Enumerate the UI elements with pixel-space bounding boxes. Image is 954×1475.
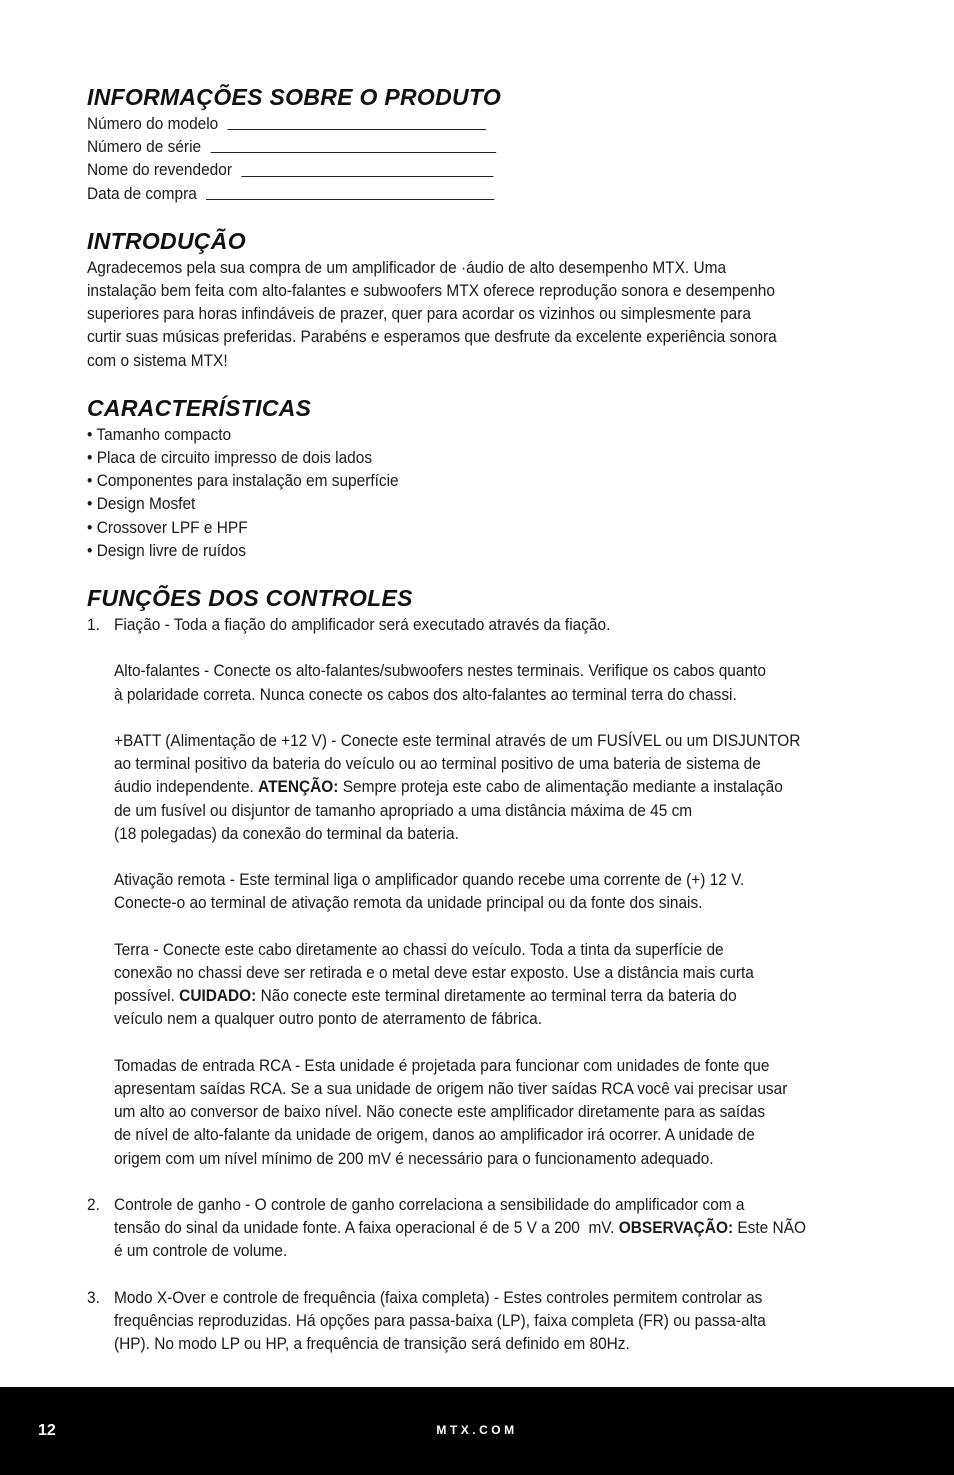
item-number: 1. — [87, 614, 100, 634]
text-line: de um fusível ou disjuntor de tamanho apropriado a uma distância máxima de 45 cm — [113, 800, 693, 820]
text-line: é um controle de volume. — [113, 1241, 288, 1261]
feature-item: • Tamanho compacto — [87, 424, 232, 444]
intro-section — [87, 226, 872, 372]
text-line: Terra - Conecte este cabo diretamente ao chassi do veículo. Toda a tinta da superfície de — [113, 939, 724, 959]
text-line: origem com um nível mínimo de 200 mV é necessário para o funcionamento adequado. — [113, 1148, 714, 1168]
intro-line: Agradecemos pela sua compra de um amplificador de ·áudio de alto desempenho MTX. Uma — [87, 257, 727, 277]
field-blank-line — [241, 176, 493, 177]
controls-list — [87, 613, 817, 1355]
control-item-gain — [87, 1193, 817, 1263]
control-item-wiring — [87, 613, 817, 1170]
serial-number-field — [87, 135, 817, 158]
field-blank-line — [206, 199, 494, 200]
text-line: ao terminal positivo da bateria do veículo ou ao terminal positivo de uma bateria de sistema de — [113, 754, 761, 774]
features-list — [87, 423, 817, 562]
feature-item: • Design Mosfet — [87, 494, 196, 514]
dealer-name-field — [87, 158, 817, 181]
text-line: conexão no chassi deve ser retirada e o metal deve estar exposto. Use a distância mais curta — [113, 962, 754, 982]
purchase-date-field — [87, 182, 817, 205]
feature-item: • Placa de circuito impresso de dois lados — [87, 447, 373, 467]
text-line: à polaridade correta. Nunca conecte os cabos dos alto-falantes ao terminal terra do chassi. — [113, 684, 737, 704]
list-spacer — [87, 1170, 817, 1193]
features-section — [87, 393, 872, 562]
model-number-field — [87, 112, 817, 135]
text-line: apresentam saídas RCA. Se a sua unidade de origem não tiver saídas RCA você vai precisar usar — [113, 1078, 788, 1098]
text-segment: Não conecte este terminal diretamente ao terminal terra da bateria do — [256, 986, 737, 1006]
remote-paragraph — [114, 868, 817, 914]
intro-line: com o sistema MTX! — [87, 350, 228, 370]
text-line — [114, 1216, 817, 1239]
product-info-heading: INFORMAÇÕES SOBRE O PRODUTO — [87, 84, 502, 110]
intro-line: instalação bem feita com alto-falantes e subwoofers MTX oferece reprodução sonora e desempenho — [87, 280, 775, 300]
page-footer — [0, 1387, 954, 1475]
warning-label: ATENÇÃO: — [258, 777, 339, 797]
field-label: Data de compra — [87, 183, 197, 203]
field-label: Número do modelo — [87, 113, 219, 133]
wiring-line: Fiação - Toda a fiação do amplificador será executado através da fiação. — [113, 614, 611, 634]
text-line: Conecte-o ao terminal de ativação remota da unidade principal ou da fonte dos sinais. — [113, 893, 703, 913]
text-segment: Sempre proteja este cabo de alimentação mediante a instalação — [338, 777, 783, 797]
page-content — [87, 82, 872, 1355]
field-blank-line — [210, 152, 496, 153]
text-segment: Este NÃO — [733, 1218, 806, 1238]
text-segment: tensão do sinal da unidade fonte. A faixa operacional é de 5 V a 200 mV. — [113, 1218, 619, 1238]
field-label: Nome do revendedor — [87, 160, 232, 180]
features-heading: CARACTERÍSTICAS — [87, 394, 312, 421]
text-line: (18 polegadas) da conexão do terminal da bateria. — [113, 823, 459, 843]
field-label: Número de série — [87, 137, 202, 157]
website-label: MTX.COM — [436, 1423, 518, 1437]
text-line: veículo nem a qualquer outro ponto de aterramento de fábrica. — [113, 1009, 543, 1029]
page-number: 12 — [38, 1422, 56, 1439]
text-line: Modo X-Over e controle de frequência (faixa completa) - Estes controles permitem controlar as — [113, 1287, 763, 1307]
product-info-section — [87, 82, 872, 205]
text-line: +BATT (Alimentação de +12 V) - Conecte este terminal através de um FUSÍVEL ou um DISJUNTOR — [113, 730, 801, 750]
note-label: OBSERVAÇÃO: — [618, 1218, 734, 1238]
feature-item: • Crossover LPF e HPF — [87, 517, 248, 537]
controls-section — [87, 583, 872, 1355]
intro-heading: INTRODUÇÃO — [87, 227, 246, 254]
intro-line: superiores para horas infindáveis de prazer, quer para acordar os vizinhos ou simplesmente para — [87, 304, 751, 324]
list-spacer — [87, 1263, 817, 1286]
feature-item: • Design livre de ruídos — [87, 540, 246, 560]
controls-heading: FUNÇÕES DOS CONTROLES — [87, 584, 413, 611]
control-item-xover — [87, 1286, 817, 1356]
item-number: 2. — [87, 1194, 100, 1214]
batt-paragraph — [114, 729, 817, 845]
text-segment: áudio independente. — [113, 777, 259, 797]
intro-line: curtir suas músicas preferidas. Parabéns e esperamos que desfrute da excelente experiência sonora — [87, 327, 777, 347]
text-line: Controle de ganho - O controle de ganho correlaciona a sensibilidade do amplificador com a — [113, 1194, 745, 1214]
text-line — [114, 775, 817, 798]
field-blank-line — [228, 129, 487, 130]
text-line: um alto ao conversor de baixo nível. Não conecte este amplificador diretamente para as saídas — [113, 1102, 766, 1122]
text-line: Tomadas de entrada RCA - Esta unidade é projetada para funcionar com unidades de fonte que — [113, 1055, 770, 1075]
text-line: Ativação remota - Este terminal liga o amplificador quando recebe uma corrente de (+) 12 V. — [113, 870, 745, 890]
intro-paragraph — [87, 256, 873, 372]
caution-label: CUIDADO: — [179, 986, 257, 1006]
text-line: Alto-falantes - Conecte os alto-falantes/subwoofers nestes terminais. Verifique os cabos quanto — [113, 661, 766, 681]
item-number: 3. — [87, 1287, 100, 1307]
text-line — [114, 984, 817, 1007]
speakers-paragraph — [114, 659, 817, 705]
text-line: (HP). No modo LP ou HP, a frequência de transição será definido em 80Hz. — [113, 1334, 630, 1354]
rca-paragraph — [114, 1054, 817, 1170]
ground-paragraph — [114, 938, 817, 1031]
text-line: frequências reproduzidas. Há opções para passa-baixa (LP), faixa completa (FR) ou passa-alta — [113, 1310, 766, 1330]
text-line: de nível de alto-falante da unidade de origem, danos ao amplificador irá ocorrer. A unidade de — [113, 1125, 755, 1145]
feature-item: • Componentes para instalação em superfície — [87, 471, 399, 491]
text-segment: possível. — [113, 986, 180, 1006]
